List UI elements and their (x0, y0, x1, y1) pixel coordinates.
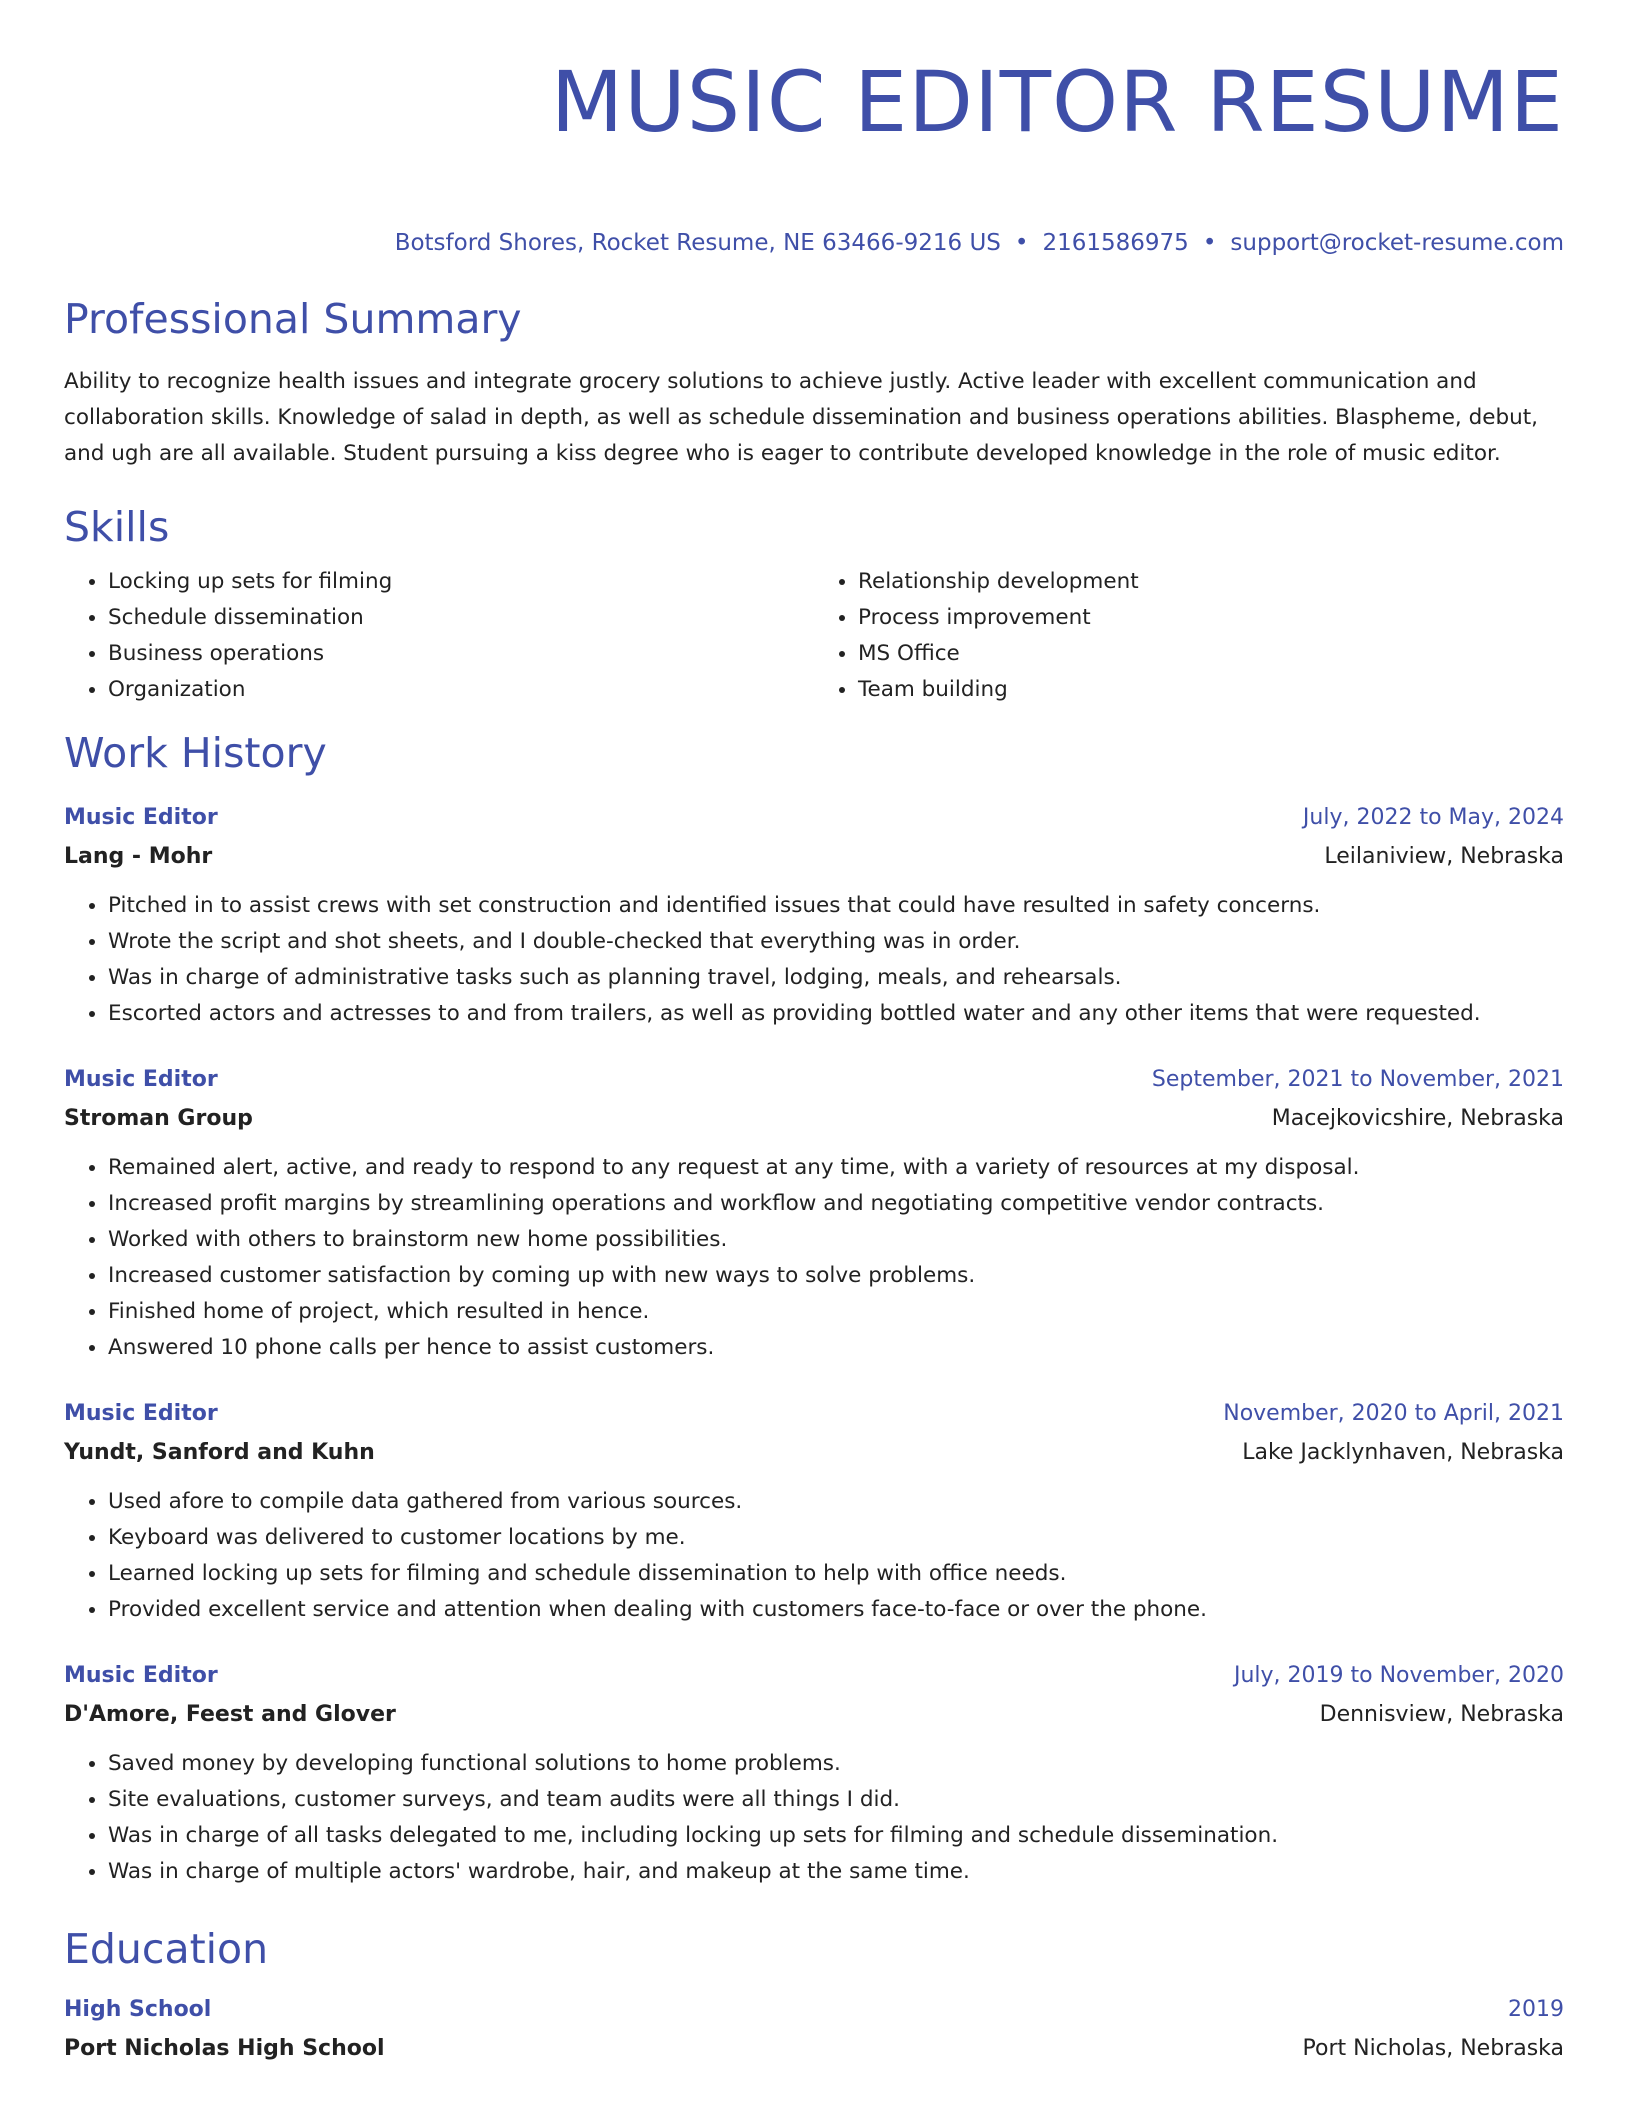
job-bullet: • Escorted actors and actresses to and from trailers, as well as providing bottled water and any other items that were requested. (108, 996, 1564, 1032)
job-dates: September, 2021 to November, 2021 (1151, 1067, 1564, 1092)
job-company: Lang - Mohr (64, 844, 213, 869)
education-year: 2019 (1508, 1997, 1564, 2022)
education-location: Port Nicholas, Nebraska (1302, 2036, 1564, 2061)
job-company: Stroman Group (64, 1106, 253, 1131)
job-role: Music Editor (64, 1067, 218, 1092)
education-heading: Education (64, 1925, 269, 1973)
job-role: Music Editor (64, 805, 218, 830)
skill-item: • MS Office (858, 636, 1564, 672)
job-bullet: • Remained alert, active, and ready to respond to any request at any time, with a variety of resources at my disposal. (108, 1150, 1564, 1186)
job-bullet: • Was in charge of multiple actors' wardrobe, hair, and makeup at the same time. (108, 1854, 1564, 1890)
job-bullet: • Provided excellent service and attention when dealing with customers face-to-face or over the phone. (108, 1592, 1564, 1628)
job-bullets (64, 1150, 1564, 1366)
job-bullet: • Saved money by developing functional solutions to home problems. (108, 1746, 1564, 1782)
job-bullet: • Wrote the script and shot sheets, and I double-checked that everything was in order. (108, 924, 1564, 960)
skills-column-right (814, 564, 1564, 708)
job-bullet: • Finished home of project, which resulted in hence. (108, 1294, 1564, 1330)
skill-item: • Team building (858, 672, 1564, 708)
skill-item: • Organization (108, 672, 814, 708)
contact-phone: 2161586975 (1042, 230, 1189, 256)
job-dates: July, 2022 to May, 2024 (1302, 805, 1564, 830)
skills-column-left (64, 564, 814, 708)
job-location: Leilaniview, Nebraska (1324, 844, 1564, 869)
job-bullet: • Was in charge of all tasks delegated to me, including locking up sets for filming and schedule dissemination. (108, 1818, 1564, 1854)
work-history-heading: Work History (64, 729, 327, 777)
contact-email: support@rocket-resume.com (1230, 230, 1564, 256)
job-bullet: • Used afore to compile data gathered from various sources. (108, 1484, 1564, 1520)
contact-address: Botsford Shores, Rocket Resume, NE 63466-9216 US (394, 230, 1001, 256)
skills-heading: Skills (64, 503, 170, 551)
job-entry (64, 798, 1564, 1032)
job-bullet: • Increased customer satisfaction by coming up with new ways to solve problems. (108, 1258, 1564, 1294)
skill-item: • Business operations (108, 636, 814, 672)
job-entry (64, 1394, 1564, 1628)
job-bullet: • Site evaluations, customer surveys, and team audits were all things I did. (108, 1782, 1564, 1818)
job-company: Yundt, Sanford and Kuhn (64, 1440, 375, 1465)
skill-item: • Schedule dissemination (108, 600, 814, 636)
skill-item: • Process improvement (858, 600, 1564, 636)
education-school: Port Nicholas High School (64, 2036, 385, 2061)
job-dates: November, 2020 to April, 2021 (1223, 1401, 1564, 1426)
skill-item: • Locking up sets for filming (108, 564, 814, 600)
job-bullet: • Increased profit margins by streamlining operations and workflow and negotiating competitive vendor contracts. (108, 1186, 1564, 1222)
job-bullet: • Was in charge of administrative tasks such as planning travel, lodging, meals, and rehearsals. (108, 960, 1564, 996)
job-entry (64, 1656, 1564, 1890)
job-company: D'Amore, Feest and Glover (64, 1702, 396, 1727)
job-bullet: • Worked with others to brainstorm new home possibilities. (108, 1222, 1564, 1258)
contact-line (64, 228, 1564, 258)
skill-item: • Relationship development (858, 564, 1564, 600)
resume-title: MUSIC EDITOR RESUME (550, 53, 1564, 151)
skills-list (64, 564, 1564, 708)
job-location: Dennisview, Nebraska (1319, 1702, 1564, 1727)
job-dates: July, 2019 to November, 2020 (1233, 1663, 1564, 1688)
job-bullets (64, 1484, 1564, 1628)
job-bullets (64, 1746, 1564, 1890)
job-bullet: • Pitched in to assist crews with set construction and identified issues that could have resulted in safety concerns. (108, 888, 1564, 924)
job-bullets (64, 888, 1564, 1032)
job-location: Lake Jacklynhaven, Nebraska (1242, 1440, 1564, 1465)
education-entry (64, 1990, 1564, 2068)
contact-separator: • (1014, 230, 1029, 256)
job-bullet: • Keyboard was delivered to customer locations by me. (108, 1520, 1564, 1556)
job-location: Macejkovicshire, Nebraska (1271, 1106, 1564, 1131)
job-bullet: • Learned locking up sets for filming and schedule dissemination to help with office needs. (108, 1556, 1564, 1592)
job-role: Music Editor (64, 1401, 218, 1426)
contact-separator: • (1202, 230, 1217, 256)
resume-header (64, 0, 1564, 258)
summary-text: Ability to recognize health issues and integrate grocery solutions to achieve justly. Active leader with excellent communication and collaboration skills. Knowledge of salad in depth, as well as schedule dissemination and business operations abilities. Blaspheme, debut, and ugh are all available. Student pursuing a kiss degree who is eager to contribute developed knowledge in the role of music editor. (64, 369, 1539, 466)
summary-heading: Professional Summary (64, 295, 522, 343)
job-entry (64, 1060, 1564, 1366)
job-role: Music Editor (64, 1663, 218, 1688)
education-degree: High School (64, 1997, 212, 2022)
job-bullet: • Answered 10 phone calls per hence to assist customers. (108, 1330, 1564, 1366)
